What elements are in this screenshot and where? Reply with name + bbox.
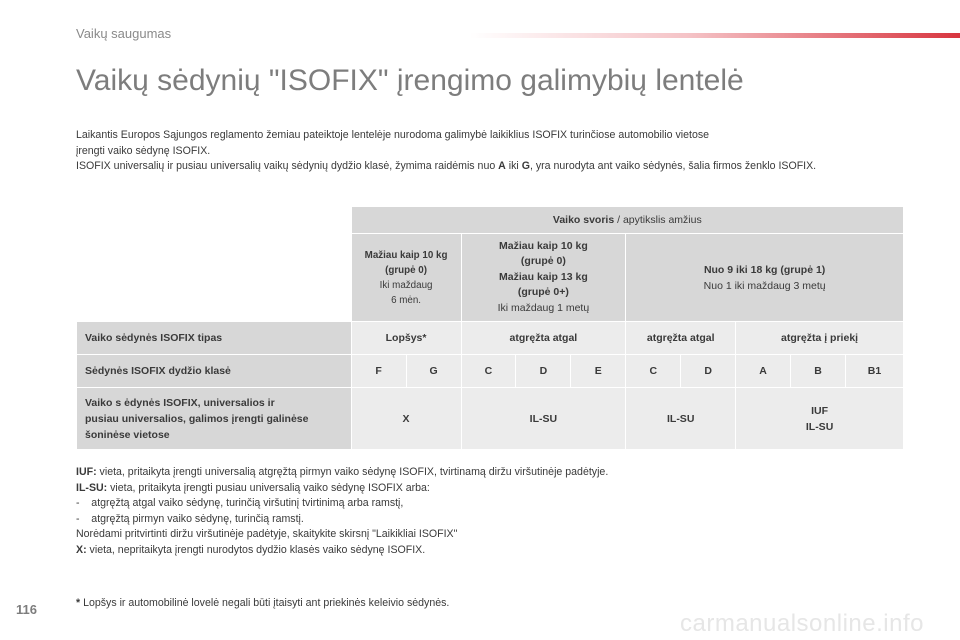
rear-cell: IUF IL-SU	[736, 388, 904, 450]
group-header-0-small: Mažiau kaip 10 kg (grupė 0) Iki maždaug 6 mėn.	[351, 234, 461, 322]
size-cell: C	[626, 355, 681, 388]
size-cell: D	[681, 355, 736, 388]
size-cell: A	[736, 355, 791, 388]
note-x: X: vieta, nepritaikyta įrengti nurodytos dydžio klasės vaiko sėdynę ISOFIX.	[76, 543, 426, 556]
intro-text	[76, 128, 936, 175]
row-label-rear-seats: Vaiko s ėdynės ISOFIX, universalios ir pusiau universalios, galimos įrengti galinėse šoninėse vietose	[77, 388, 352, 450]
page-number: 116	[16, 602, 37, 617]
size-cell: E	[571, 355, 626, 388]
type-cell: atgręžta atgal	[461, 322, 626, 355]
size-cell: D	[516, 355, 571, 388]
table-corner	[77, 207, 352, 234]
note-bullet: - atgręžtą pirmyn vaiko sėdynę, turinčią ramstį.	[76, 512, 304, 525]
rear-cell: IL-SU	[626, 388, 736, 450]
intro-line-1: Laikantis Europos Sąjungos reglamento žemiau pateiktoje lentelėje nurodoma galimybė laikiklius ISOFIX turinčiose automobilio vietose	[76, 129, 710, 141]
note-iuf: IUF: vieta, pritaikyta įrengti universalią atgręžtą pirmyn vaiko sėdynę ISOFIX, tvirtinamą diržu viršutinėje padėtyje.	[76, 466, 609, 478]
group-header-1: Nuo 9 iki 18 kg (grupė 1) Nuo 1 iki maždaug 3 metų	[626, 234, 904, 322]
note-ilsu: IL-SU: vieta, pritaikyta įrengti pusiau universalią vaiko sėdynę ISOFIX arba:	[76, 481, 430, 494]
intro-line-2: įrengti vaiko sėdynę ISOFIX.	[76, 144, 211, 157]
row-label-size: Sėdynės ISOFIX dydžio klasė	[77, 355, 352, 388]
note-fasten: Norėdami pritvirtinti diržu viršutinėje padėtyje, skaitykite skirsnį "Laikikliai ISOFIX"	[76, 528, 458, 540]
footnote: * Lopšys ir automobilinė lovelė negali būti įtaisyti ant priekinės keleivio sėdynės.	[76, 597, 450, 609]
isofix-table	[76, 206, 904, 450]
header-accent-bar	[470, 33, 960, 38]
row-label-type: Vaiko sėdynės ISOFIX tipas	[77, 322, 352, 355]
type-cell: Lopšys*	[351, 322, 461, 355]
watermark: carmanualsonline.info	[680, 610, 924, 637]
rear-cell: IL-SU	[461, 388, 626, 450]
weight-header: Vaiko svoris / apytikslis amžius	[351, 207, 903, 234]
legend-notes	[76, 465, 936, 558]
note-bullet: - atgręžtą atgal vaiko sėdynę, turinčią viršutinį tvirtinimą arba ramstį,	[76, 497, 404, 509]
rear-cell: X	[351, 388, 461, 450]
size-cell: B1	[845, 355, 903, 388]
page-title: Vaikų sėdynių "ISOFIX" įrengimo galimybių lentelė	[76, 64, 744, 97]
type-cell: atgręžta į priekį	[736, 322, 904, 355]
table-corner-2	[77, 234, 352, 322]
size-cell: G	[406, 355, 461, 388]
intro-line-3: ISOFIX universalių ir pusiau universalių vaikų sėdynių dydžio klasė, žymima raidėmis nuo A iki G, yra nurodyta ant vaiko sėdynės, šalia firmos ženklo ISOFIX.	[76, 160, 817, 172]
size-cell: B	[791, 355, 846, 388]
section-label: Vaikų saugumas	[76, 26, 172, 41]
size-cell: C	[461, 355, 516, 388]
type-cell: atgręžta atgal	[626, 322, 736, 355]
size-cell: F	[351, 355, 406, 388]
group-header-0-plus: Mažiau kaip 10 kg (grupė 0) Mažiau kaip 13 kg (grupė 0+) Iki maždaug 1 metų	[461, 234, 626, 322]
